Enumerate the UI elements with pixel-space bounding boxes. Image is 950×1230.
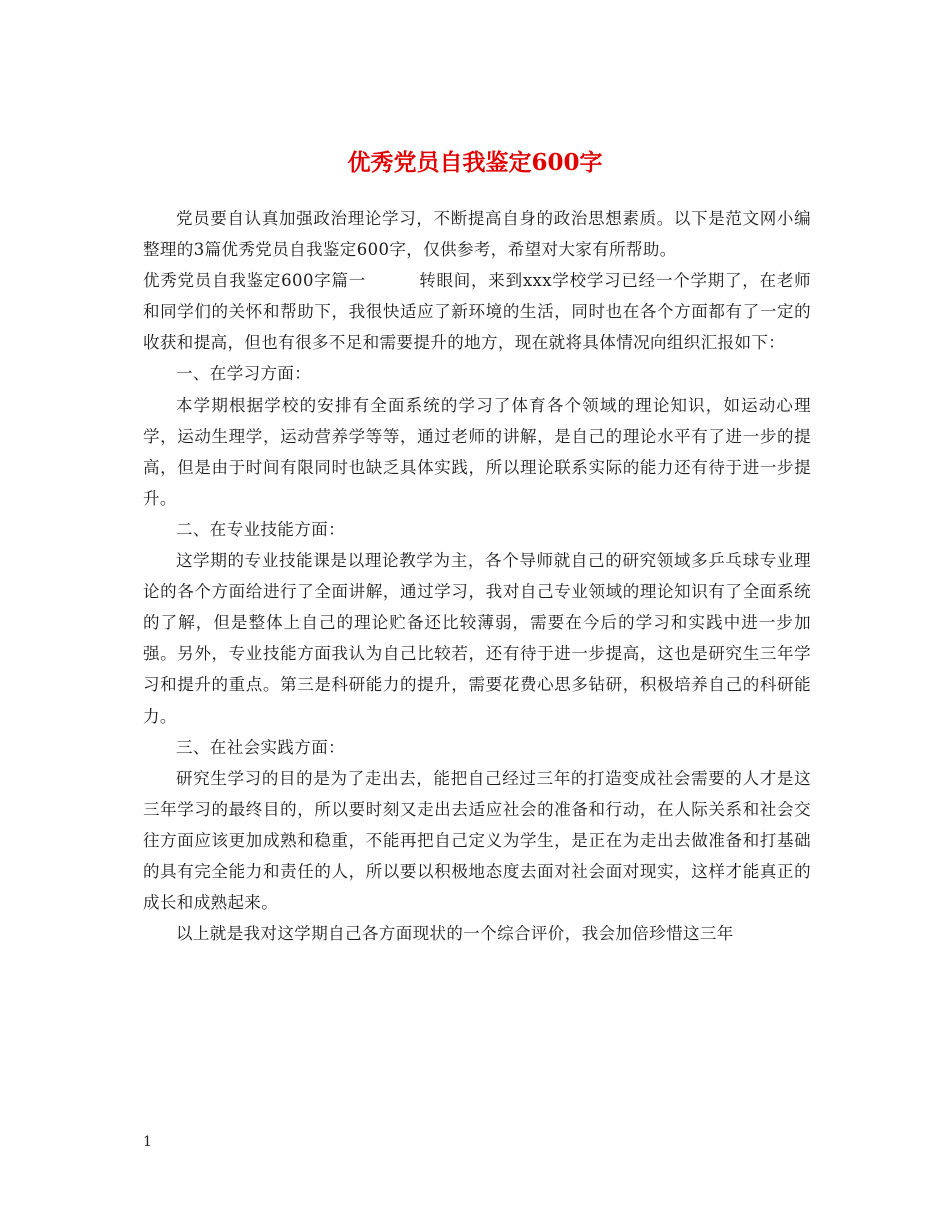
section-heading-skills: 二、在专业技能方面： bbox=[176, 519, 345, 539]
closing-paragraph: 以上就是我对这学期自己各方面现状的一个综合评价，我会加倍珍惜这三年 bbox=[176, 924, 734, 944]
section-heading-study: 一、在学习方面： bbox=[176, 364, 312, 384]
article-heading: 优秀党员自我鉴定600字篇一 bbox=[143, 271, 367, 291]
section-heading-practice: 三、在社会实践方面： bbox=[176, 737, 345, 757]
document-body bbox=[143, 203, 811, 949]
document-title: 优秀党员自我鉴定600字 bbox=[347, 149, 603, 177]
section-body-skills: 这学期的专业技能课是以理论教学为主，各个导师就自己的研究领域多乒乓球专业理论的各个方面给进行了全面讲解，通过学习，我对自己专业领域的理论知识有了全面系统的了解，但是整体上自己的理论贮备还比较薄弱，需要在今后的学习和实践中进一步加强。另外，专业技能方面我认为自己比较若，还有待于进一步提高，这也是研究生三年学习和提升的重点。第三是科研能力的提升，需要花费心思多钻研，积极培养自己的科研能力。 bbox=[143, 551, 811, 726]
section-body-practice: 研究生学习的目的是为了走出去，能把自己经过三年的打造变成社会需要的人才是这三年学习的最终目的，所以要时刻又走出去适应社会的准备和行动，在人际关系和社会交往方面应该更加成熟和稳重，不能再把自己定义为学生，是正在为走出去做准备和打基础的具有完全能力和责任的人，所以要以积极地态度去面对社会面对现实，这样才能真正的成长和成熟起来。 bbox=[143, 768, 811, 913]
section-body-study: 本学期根据学校的安排有全面系统的学习了体育各个领域的理论知识，如运动心理学，运动生理学，运动营养学等等，通过老师的讲解，是自己的理论水平有了进一步的提高，但是由于时间有限同时也缺乏具体实践，所以理论联系实际的能力还有待于进一步提升。 bbox=[143, 395, 811, 508]
page-number: 1 bbox=[143, 1134, 152, 1150]
article-paragraph bbox=[143, 265, 811, 358]
article-opening: 转眼间，来到xxx学校学习已经一个学期了，在老师和同学们的关怀和帮助下，我很快适应了新环境的生活，同时也在各个方面都有了一定的收获和提高，但也有很多不足和需要提升的地方，现在就将具体情况向组织汇报如下： bbox=[143, 271, 811, 353]
intro-paragraph: 党员要自认真加强政治理论学习，不断提高自身的政治思想素质。以下是范文网小编整理的3篇优秀党员自我鉴定600字，仅供参考，希望对大家有所帮助。 bbox=[143, 209, 811, 260]
